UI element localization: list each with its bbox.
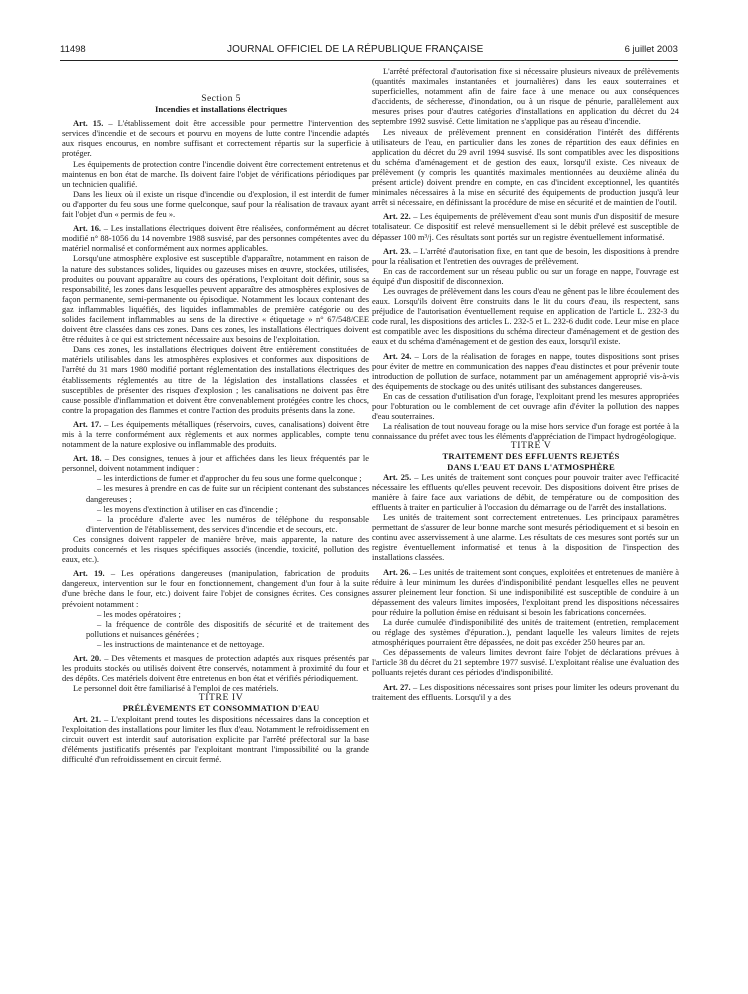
paragraph: La réalisation de tout nouveau forage ou la mise hors service d'un forage est portée à la connaissance du préfet avec tous les éléments d'appréciation de l'impact hydrogéologique. xyxy=(372,421,679,442)
article-label: Art. 18. xyxy=(73,453,102,464)
paragraph: En cas de cessation d'utilisation d'un forage, l'exploitant prend les mesures appropriées pour l'obturation ou le comblement de cet ouvrage afin d'éviter la pollution des nappes d'eau souterraines. xyxy=(372,390,679,422)
article-22 xyxy=(372,211,679,241)
paragraph: Dans ces zones, les installations électriques doivent être entièrement constituées de matériels utilisables dans les atmosphères explosives et conformes aux dispositions de l'arrêté du 31 mars 1980 modifié portant réglementation des installations électriques des établissements réglementés au titre de la législation des installations classées et susceptibles de présenter des risques d'explosion ; les canalisations ne doivent pas être cause possible d'inflammation et doivent être convenablement protégées contre les chocs, contre la propagation des flammes et contre l'action des produits présents dans la zone. xyxy=(62,344,369,415)
article-21 xyxy=(62,714,369,764)
article-text: – L'établissement doit être accessible pour permettre l'intervention des services d'incendie et de secours et pourvu en moyens de lutte contre l'incendie adaptés aux risques encourus, en nombre suffisant et correctement répartis sur la superficie à protéger. xyxy=(62,118,369,159)
article-label: Art. 16. xyxy=(73,223,102,234)
list-item: – les modes opératoires ; xyxy=(97,608,181,619)
right-column xyxy=(372,66,679,966)
page-number: 11498 xyxy=(60,44,86,55)
article-text: – Les opérations dangereuses (manipulation, fabrication de produits dangereux, intervention sur le four en fonctionnement, changement d'un four à la suite d'une brèche dans le four, etc.) doivent faire l'objet de consignes écrites. Ces consignes prévoient notamment : xyxy=(62,568,369,609)
article-text: – Les unités de traitement sont conçues, exploitées et entretenues de manière à réduire à leur minimum les durées d'indisponibilité pendant lesquelles elles ne peuvent assurer pleinement leur fonction. Si une indisponibilité est susceptible de conduire à un dépassement des valeurs limites imposées, l'exploitant prend les dispositions nécessaires pour réduire la pollution émise en réduisant si besoin les fabrications concernées. xyxy=(372,566,679,617)
article-25 xyxy=(372,472,679,512)
list-item: – la fréquence de contrôle des dispositifs de sécurité et de traitement des pollutions et nuisances générées ; xyxy=(86,618,369,639)
section-subtitle: Incendies et installations électriques xyxy=(154,104,287,115)
section-title: Section 5 xyxy=(201,94,241,104)
paragraph: L'arrêté préfectoral d'autorisation fixe si nécessaire plusieurs niveaux de prélèvements (quantités maximales instantanées et journalières) dans les eaux souterraines et superficielles, notamment afin de faire face à une menace ou aux conséquences d'accidents, de sécheresse, d'inondation, ou à un risque de pénurie, parallèlement aux mesures prises pour d'autres catégories d'installations en application du décret du 24 septembre 1992 susvisé. Cette limitation ne s'applique pas au réseau d'incendie. xyxy=(372,66,679,127)
article-label: Art. 17. xyxy=(73,418,102,429)
article-label: Art. 20. xyxy=(73,652,102,663)
list-item: – la procédure d'alerte avec les numéros de téléphone du responsable d'intervention de l'établissement, des services d'incendie et de secours, etc. xyxy=(86,513,369,534)
article-20 xyxy=(62,653,369,683)
paragraph: Lorsqu'une atmosphère explosive est susceptible d'apparaître, notamment en raison de la nature des substances solides, liquides ou gazeuses mises en œuvre, stockées, utilisées, produites ou pouvant apparaître au cours des opérations, l'exploitant doit définir, sous sa responsabilité, les zones dans lesquelles peuvent apparaître des atmosphères explosives de façon permanente, semi-permanente ou épisodique. Notamment les locaux contenant des gaz inflammables liquéfiés, des liquides inflammables de première catégorie ou des solides facilement inflammables au sens de la directive « étiquetage » n° 67/548/CEE doivent être classées dans ces zones. Dans ces zones, les installations électriques doivent être réduites à ce qui est strictement nécessaire aux besoins de l'exploitation. xyxy=(62,253,369,345)
titre-subheading: DANS L'EAU ET DANS L'ATMOSPHÈRE xyxy=(447,461,615,472)
article-24 xyxy=(372,351,679,391)
article-text: – Lors de la réalisation de forages en nappe, toutes dispositions sont prises pour éviter de mettre en communication des nappes d'eau distinctes et pour prévenir toute introduction de pollution de surface, notamment par un aménagement approprié vis-à-vis des équipements de stockage ou des unités utilisant des substances dangereuses. xyxy=(372,350,679,391)
titre-heading: TITRE V xyxy=(510,440,552,452)
article-text: – L'exploitant prend toutes les dispositions nécessaires dans la conception et l'exploitation des installations pour limiter les flux d'eau. Notamment le refroidissement en circuit ouvert est interdit sauf autorisation explicite par l'arrêté préfectoral sur la base d'éléments justificatifs présentés par l'exploitant montrant l'impossibilité ou la grande difficulté d'un refroidissement en circuit fermé. xyxy=(62,713,369,764)
paragraph: Les ouvrages de prélèvement dans les cours d'eau ne gênent pas le libre écoulement des eaux. Lorsqu'ils doivent être construits dans le lit du cours d'eau, ils respectent, sans préjudice de l'autorisation éventuellement requise en application de l'article L. 232-3 du code rural, les dispositions des articles L. 232-5 et L. 232-6 dudit code. Leur mise en place est compatible avec les dispositions du schéma directeur d'aménagement et de gestion des eaux et du schéma d'aménagement et de gestion des eaux, lorsqu'il existe. xyxy=(372,285,679,347)
titre-heading: TITRE IV xyxy=(198,692,244,704)
paragraph: Les équipements de protection contre l'incendie doivent être correctement entretenus et maintenus en bon état de marche. Ils doivent faire l'objet de vérifications périodiques par un technicien qualifié. xyxy=(62,158,369,189)
article-text: – Des vêtements et masques de protection adaptés aux risques présentés par les produits stockés ou utilisés doivent être conservés, notamment à proximité du four et des dépôts. Ces matériels doivent être entretenus en bon état et vérifiés périodiquement. xyxy=(62,652,369,684)
article-label: Art. 15. xyxy=(73,118,104,129)
article-19 xyxy=(62,568,369,608)
list-item: – les instructions de maintenance et de nettoyage. xyxy=(97,638,265,649)
article-17 xyxy=(62,419,369,449)
article-text: – Les installations électriques doivent être réalisées, conformément au décret modifié n° 88-1056 du 14 novembre 1988 susvisé, par des personnes compétentes avec du matériel normalisé et conformément aux normes applicables. xyxy=(62,223,369,254)
article-label: Art. 26. xyxy=(383,566,411,577)
article-text: – Les dispositions nécessaires sont prises pour limiter les odeurs provenant du traitement des effluents. Lorsqu'il y a des xyxy=(372,681,679,702)
titre-subheading: PRÉLÈVEMENTS ET CONSOMMATION D'EAU xyxy=(122,703,320,714)
article-text: – Les équipements de prélèvement d'eau sont munis d'un dispositif de mesure totalisateur. Ce dispositif est relevé mensuellement si le débit prélevé est susceptible de dépasser 100 m³/j. Ces résultats sont portés sur un registre éventuellement informatisé. xyxy=(372,211,679,242)
article-16 xyxy=(62,223,369,253)
paragraph: La durée cumulée d'indisponibilité des unités de traitement (entretien, remplacement ou réglage des systèmes d'épuration..), pendant laquelle les valeurs limites de rejets atmosphériques pourraient être dépassées, ne doit pas excéder 250 heures par an. xyxy=(372,616,679,648)
paragraph: Ces dépassements de valeurs limites devront faire l'objet de déclarations prévues à l'article 38 du décret du 21 septembre 1977 susvisé. L'exploitant réalise une évaluation des polluants rejetés durant ces périodes d'indisponibilité. xyxy=(372,647,679,678)
article-label: Art. 22. xyxy=(383,211,411,222)
list-item: – les moyens d'extinction à utiliser en cas d'incendie ; xyxy=(97,503,278,514)
paragraph: Les niveaux de prélèvement prennent en considération l'intérêt des différents utilisateurs de l'eau, en particulier dans les zones de répartition des eaux définies en application du décret du 29 avril 1994 susvisé. Ils sont compatibles avec les dispositions du schéma d'aménagement et de gestion des eaux, lorsqu'il existe. Ces niveaux de prélèvement (y compris les quantités maximales mentionnées au deuxième alinéa du présent article) doivent prendre en compte, en cas d'incident exceptionnel, les quantités minimales nécessaires à la mise en sécurité des équipements de production jusqu'à leur arrêt si nécessaire, en définissant la procédure de mise en sécurité et de maintien de l'outil. xyxy=(372,126,679,208)
paragraph: Les unités de traitement sont correctement entretenues. Les principaux paramètres permettant de s'assurer de leur bonne marche sont mesurés périodiquement et si besoin en continu avec asservissement à une alarme. Les résultats de ces mesures sont portés sur un registre éventuellement informatisé et tenus à la disposition de l'inspection des installations classées. xyxy=(372,512,679,563)
article-label: Art. 25. xyxy=(383,471,412,482)
article-text: – Des consignes, tenues à jour et affichées dans les lieux fréquentés par le personnel, doivent notamment indiquer : xyxy=(62,453,369,474)
paragraph: Dans les lieux où il existe un risque d'incendie ou d'explosion, il est interdit de fumer ou d'apporter du feu sous une forme quelconque, sauf pour la réalisation de travaux ayant fait l'objet d'un « permis de feu ». xyxy=(62,188,369,220)
page-header xyxy=(60,44,678,60)
article-15 xyxy=(62,118,369,158)
article-label: Art. 27. xyxy=(383,681,411,692)
list-item: – les mesures à prendre en cas de fuite sur un récipient contenant des substances dangereuses ; xyxy=(86,483,369,504)
article-label: Art. 23. xyxy=(383,245,411,256)
paragraph: Le personnel doit être familiarisé à l'emploi de ces matériels. xyxy=(73,683,279,694)
article-26 xyxy=(372,567,679,617)
list-item: – les interdictions de fumer et d'approcher du feu sous une forme quelconque ; xyxy=(97,473,362,484)
article-23 xyxy=(372,246,679,266)
issue-date: 6 juillet 2003 xyxy=(624,44,678,55)
titre-subheading: TRAITEMENT DES EFFLUENTS REJETÉS xyxy=(442,451,620,462)
article-label: Art. 21. xyxy=(73,713,102,724)
article-label: Art. 19. xyxy=(73,568,105,579)
article-27 xyxy=(372,682,679,702)
paragraph: Ces consignes doivent rappeler de manière brève, mais apparente, la nature des produits concernés et les risques spécifiques associés (incendie, toxicité, pollution des eaux, etc.). xyxy=(62,533,369,565)
header-rule xyxy=(60,60,678,61)
article-text: – Les unités de traitement sont conçues pour pouvoir traiter avec l'efficacité nécessaire les effluents qu'elles peuvent recevoir. Des dispositions doivent être prises de manière à faire face aux variations de débit, de température ou de composition des effluents à traiter en particulier à l'occasion du démarrage ou de l'arrêt des installations. xyxy=(372,471,679,512)
article-text: – L'arrêté d'autorisation fixe, en tant que de besoin, les dispositions à prendre pour la réalisation et l'entretien des ouvrages de prélèvement. xyxy=(372,245,679,266)
article-18 xyxy=(62,453,369,473)
article-text: – Les équipements métalliques (réservoirs, cuves, canalisations) doivent être mis à la terre conformément aux règlements et aux normes applicables, compte tenu notamment de la nature explosive ou inflammable des produits. xyxy=(62,418,369,450)
article-label: Art. 24. xyxy=(383,350,412,361)
paragraph: En cas de raccordement sur un réseau public ou sur un forage en nappe, l'ouvrage est équipé d'un dispositif de disconnexion. xyxy=(372,265,679,286)
left-column xyxy=(62,94,369,994)
journal-title: JOURNAL OFFICIEL DE LA RÉPUBLIQUE FRANÇAISE xyxy=(226,44,484,55)
